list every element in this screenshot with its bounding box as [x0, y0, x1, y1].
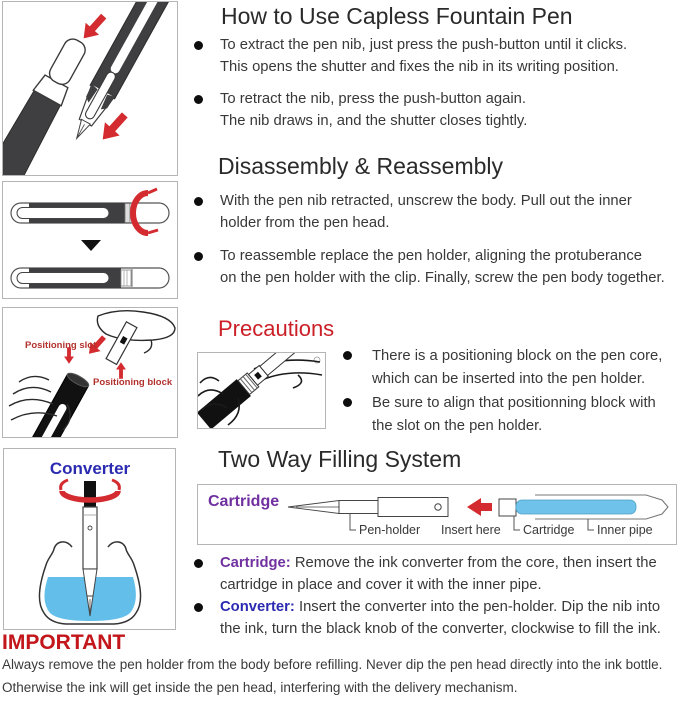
bullet-line: on the pen holder with the clip. Finally, screw the pen body together. [220, 269, 665, 286]
important-title: IMPORTANT [2, 631, 126, 654]
section-title-disassembly: Disassembly & Reassembly [218, 153, 504, 179]
illustration-precautions-box [197, 352, 326, 429]
bullet-converter [194, 597, 661, 640]
section-title-how-to-use: How to Use Capless Fountain Pen [221, 3, 573, 29]
converter-label: Converter [49, 459, 131, 478]
press-arrow-icon [77, 10, 110, 44]
bullet-dot [343, 398, 352, 407]
label-insert-here: Insert here [441, 523, 501, 537]
pen-holder-body [16, 371, 90, 437]
bullet-line: This opens the shutter and fixes the nib in its writing position. [220, 58, 619, 75]
section-title-filling-system: Two Way Filling System [218, 446, 462, 472]
bullet-dot [194, 603, 203, 612]
pen-push-button-illustration [3, 2, 177, 175]
bullet-line: Be sure to align that positionning block with [372, 395, 656, 411]
precautions-illustration [198, 353, 325, 428]
diagram-grip [339, 501, 378, 514]
cartridge-term: Cartridge: [220, 555, 291, 571]
section-title-precautions: Precautions [218, 316, 335, 341]
diagram-cap [499, 499, 516, 516]
important-line: Always remove the pen holder from the body before refilling. Never dip the pen head directly into the ink bottle. [2, 657, 663, 672]
positioning-block-label: Positioning block [93, 377, 173, 388]
bullet-line: the ink, turn the black knob of the converter, clockwise to fill the ink. [220, 620, 661, 637]
down-triangle-icon [81, 240, 101, 251]
bullet-line: Insert the converter into the pen-holder. Dip the nib into [298, 599, 661, 615]
bullet-line: There is a positioning block on the pen core, [372, 348, 663, 364]
bullet-cartridge [194, 553, 657, 596]
bullet-dot [194, 95, 203, 104]
cartridge-diagram-box [197, 484, 677, 545]
bullet-positioning-block [343, 345, 662, 391]
label-cartridge: Cartridge [523, 523, 575, 537]
bullet-dot [194, 41, 203, 50]
converter-illustration [4, 449, 175, 629]
converter-knob [84, 481, 96, 508]
bullet-line: Remove the ink converter from the core, then insert the [294, 555, 657, 571]
pen-assembled [11, 189, 169, 233]
insert-hole [435, 504, 441, 510]
bullet-line: To extract the pen nib, just press the push-button until it clicks. [220, 37, 628, 53]
important-line: Otherwise the ink will get inside the pen head, interfering with the delivery mechanism. [2, 680, 518, 695]
label-pen-holder: Pen-holder [359, 523, 421, 537]
illustration-converter-box [3, 448, 176, 630]
pen-unscrew-illustration [3, 182, 177, 298]
bullet-dot [194, 559, 203, 568]
diagram-cartridge [516, 500, 636, 514]
converter-term: Converter: [220, 599, 295, 615]
illustration-positioning-box [2, 307, 178, 438]
bullet-line: holder from the pen head. [220, 214, 390, 231]
cartridge-diagram-heading: Cartridge [208, 493, 280, 510]
bullet-retract-nib [194, 89, 527, 132]
bullet-line: the slot on the pen holder. [372, 418, 543, 434]
bullet-line: To reassemble replace the pen holder, aligning the protuberance [220, 248, 642, 264]
bullet-unscrew-body [194, 191, 632, 234]
illustration-push-button-box [2, 1, 178, 176]
pen-unscrewed [11, 268, 169, 288]
pen-rear-section [3, 32, 95, 175]
bullet-dot [194, 252, 203, 261]
insert-arrow-icon [467, 498, 492, 516]
bullet-line: To retract the nib, press the push-button again. [220, 91, 526, 107]
positioning-illustration [3, 308, 177, 437]
bullet-dot [343, 351, 352, 360]
bullet-line: With the pen nib retracted, unscrew the body. Pull out the inner [220, 193, 632, 209]
right-hand [97, 311, 175, 353]
label-inner-pipe: Inner pipe [597, 523, 653, 537]
bullet-align-block [343, 392, 656, 438]
bullet-line: The nib draws in, and the shutter closes tightly. [220, 112, 528, 129]
bullet-line: which can be inserted into the pen holder. [372, 371, 646, 387]
bullet-line: cartridge in place and cover it with the inner pipe. [220, 576, 542, 593]
cartridge-diagram [198, 485, 676, 544]
illustration-unscrew-box [2, 181, 178, 299]
bullet-extract-nib [194, 35, 627, 78]
positioning-slot-label: Positioning slot [25, 340, 97, 351]
bullet-reassemble [194, 246, 665, 289]
bullet-dot [194, 197, 203, 206]
